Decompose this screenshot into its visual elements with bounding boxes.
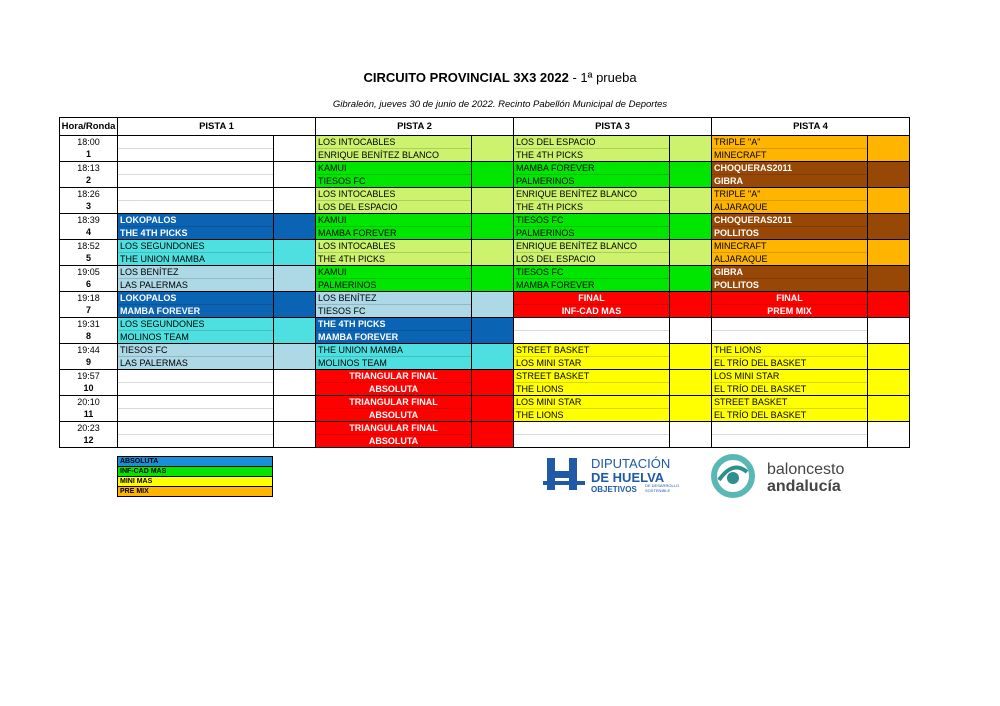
- team-home: LOS INTOCABLES: [318, 137, 396, 147]
- match-cell-pista-3: [514, 240, 670, 266]
- team-home: LOS MINI STAR: [516, 397, 582, 407]
- match-cell-pista-3: [514, 188, 670, 214]
- team-home: LOS SEGUNDONES: [120, 319, 205, 329]
- team-away: [118, 148, 273, 161]
- match-cell-pista-1: [118, 188, 274, 214]
- baloncesto-andalucia-logo: [711, 452, 871, 498]
- team-away: MAMBA FOREVER: [514, 278, 669, 291]
- column-header-pista-4: PISTA 4: [712, 118, 910, 136]
- round-number: 12: [83, 435, 94, 445]
- score-cell-pista-1: [274, 370, 316, 396]
- table-header-row: [60, 118, 910, 136]
- team-away: PREM MIX: [712, 304, 867, 317]
- score-cell-pista-3: [670, 136, 712, 162]
- team-home: [118, 370, 273, 382]
- team-home: CHOQUERAS2011: [714, 215, 793, 225]
- svg-text:DIPUTACIÓN: DIPUTACIÓN: [591, 456, 671, 471]
- team-away: ENRIQUE BENÍTEZ BLANCO: [316, 148, 471, 161]
- category-legend: [117, 456, 273, 497]
- match-cell-pista-2: [316, 214, 472, 240]
- score-cell-pista-2: [472, 214, 514, 240]
- score-cell-pista-1: [274, 136, 316, 162]
- table-row: [60, 162, 910, 188]
- match-cell-pista-1: [118, 318, 274, 344]
- team-away: TIESOS FC: [316, 304, 471, 317]
- round-number: 4: [85, 227, 91, 237]
- score-cell-pista-1: [274, 214, 316, 240]
- round-number: 11: [83, 409, 94, 419]
- match-cell-pista-4: [712, 240, 868, 266]
- table-row: [60, 214, 910, 240]
- match-cell-pista-4: [712, 344, 868, 370]
- team-home: [118, 396, 273, 408]
- time-label: 18:13: [77, 163, 100, 173]
- time-round-cell: [60, 292, 118, 318]
- column-header-pista-1: PISTA 1: [118, 118, 316, 136]
- column-header-hora: Hora/Ronda: [60, 118, 118, 136]
- team-home: TRIPLE "A": [714, 189, 761, 199]
- score-cell-pista-3: [670, 422, 712, 448]
- team-away: PALMERINOS: [514, 226, 669, 239]
- table-row: [60, 240, 910, 266]
- team-away: TIESOS FC: [316, 174, 471, 187]
- team-away: [514, 434, 669, 447]
- score-cell-pista-3: [670, 214, 712, 240]
- time-round-cell: [60, 318, 118, 344]
- score-cell-pista-3: [670, 162, 712, 188]
- round-number: 9: [85, 357, 91, 367]
- team-home: KAMUI: [318, 267, 347, 277]
- score-cell-pista-2: [472, 422, 514, 448]
- time-label: 19:05: [77, 267, 100, 277]
- team-home: [514, 318, 669, 330]
- team-home: LOS MINI STAR: [714, 371, 780, 381]
- team-away: LOS DEL ESPACIO: [514, 252, 669, 265]
- round-number: 1: [85, 149, 91, 159]
- time-label: 20:10: [77, 397, 100, 407]
- table-row: [60, 344, 910, 370]
- table-row: [60, 292, 910, 318]
- time-label: 18:39: [77, 215, 100, 225]
- match-cell-pista-3: [514, 292, 670, 318]
- team-home: CHOQUERAS2011: [714, 163, 793, 173]
- page-title: CIRCUITO PROVINCIAL 3X3 2022 - 1ª prueba: [363, 70, 637, 85]
- team-away: EL TRÍO DEL BASKET: [712, 356, 867, 369]
- team-away: [118, 174, 273, 187]
- score-cell-pista-2: [472, 188, 514, 214]
- table-row: [60, 136, 910, 162]
- score-cell-pista-1: [274, 344, 316, 370]
- time-round-cell: [60, 214, 118, 240]
- match-cell-pista-3: [514, 318, 670, 344]
- team-home: LOS BENÍTEZ: [120, 267, 179, 277]
- score-cell-pista-2: [472, 240, 514, 266]
- score-cell-pista-3: [670, 370, 712, 396]
- team-home: ENRIQUE BENÍTEZ BLANCO: [516, 189, 638, 199]
- team-home: MAMBA FOREVER: [516, 163, 595, 173]
- time-label: 19:57: [77, 371, 100, 381]
- team-home: TRIANGULAR FINAL: [349, 397, 438, 407]
- team-away: MAMBA FOREVER: [316, 330, 471, 343]
- score-cell-pista-4: [868, 136, 910, 162]
- team-home: [118, 136, 273, 148]
- score-cell-pista-2: [472, 162, 514, 188]
- score-cell-pista-2: [472, 396, 514, 422]
- score-cell-pista-3: [670, 292, 712, 318]
- page-subtitle: Gibraleón, jueves 30 de junio de 2022. Recinto Pabellón Municipal de Deportes: [332, 99, 668, 110]
- team-home: TRIANGULAR FINAL: [349, 423, 438, 433]
- time-round-cell: [60, 188, 118, 214]
- match-cell-pista-1: [118, 266, 274, 292]
- team-away: LAS PALERMAS: [118, 356, 273, 369]
- match-cell-pista-4: [712, 162, 868, 188]
- column-header-pista-2: PISTA 2: [316, 118, 514, 136]
- match-cell-pista-2: [316, 370, 472, 396]
- table-row: [60, 266, 910, 292]
- team-away: POLLITOS: [712, 278, 867, 291]
- time-round-cell: [60, 240, 118, 266]
- score-cell-pista-2: [472, 292, 514, 318]
- team-home: LOKOPALOS: [120, 293, 177, 303]
- score-cell-pista-1: [274, 422, 316, 448]
- team-home: ENRIQUE BENÍTEZ BLANCO: [516, 241, 638, 251]
- time-round-cell: [60, 344, 118, 370]
- svg-text:DE DESARROLLO: DE DESARROLLO: [645, 483, 680, 488]
- score-cell-pista-2: [472, 266, 514, 292]
- team-away: [712, 434, 867, 447]
- team-away: ABSOLUTA: [316, 434, 471, 447]
- score-cell-pista-3: [670, 188, 712, 214]
- score-cell-pista-1: [274, 240, 316, 266]
- match-cell-pista-4: [712, 422, 868, 448]
- match-cell-pista-4: [712, 292, 868, 318]
- score-cell-pista-4: [868, 266, 910, 292]
- team-away: MOLINOS TEAM: [316, 356, 471, 369]
- schedule-table: [59, 117, 910, 448]
- time-round-cell: [60, 396, 118, 422]
- svg-text:OBJETIVOS: OBJETIVOS: [591, 485, 637, 494]
- team-home: LOS INTOCABLES: [318, 189, 396, 199]
- match-cell-pista-4: [712, 136, 868, 162]
- team-away: [118, 382, 273, 395]
- match-cell-pista-4: [712, 188, 868, 214]
- score-cell-pista-4: [868, 422, 910, 448]
- team-home: LOS SEGUNDONES: [120, 241, 205, 251]
- match-cell-pista-1: [118, 214, 274, 240]
- score-cell-pista-2: [472, 344, 514, 370]
- team-home: TIESOS FC: [516, 215, 564, 225]
- round-number: 10: [83, 383, 94, 393]
- match-cell-pista-4: [712, 396, 868, 422]
- legend-item-mini: MINI MAS: [118, 477, 273, 487]
- match-cell-pista-1: [118, 344, 274, 370]
- table-row: [60, 318, 910, 344]
- team-home: TIESOS FC: [120, 345, 168, 355]
- match-cell-pista-2: [316, 266, 472, 292]
- score-cell-pista-4: [868, 188, 910, 214]
- score-cell-pista-4: [868, 396, 910, 422]
- time-round-cell: [60, 370, 118, 396]
- team-away: THE LIONS: [514, 408, 669, 421]
- time-round-cell: [60, 422, 118, 448]
- table-row: [60, 370, 910, 396]
- team-away: ABSOLUTA: [316, 408, 471, 421]
- time-round-cell: [60, 162, 118, 188]
- team-away: PALMERINOS: [514, 174, 669, 187]
- match-cell-pista-3: [514, 136, 670, 162]
- team-home: [514, 422, 669, 434]
- team-away: [118, 200, 273, 213]
- team-away: LOS MINI STAR: [514, 356, 669, 369]
- score-cell-pista-3: [670, 240, 712, 266]
- score-cell-pista-3: [670, 266, 712, 292]
- score-cell-pista-1: [274, 162, 316, 188]
- match-cell-pista-3: [514, 422, 670, 448]
- score-cell-pista-4: [868, 370, 910, 396]
- svg-text:baloncesto: baloncesto: [767, 461, 845, 478]
- time-label: 18:26: [77, 189, 100, 199]
- team-away: THE 4TH PICKS: [514, 148, 669, 161]
- team-home: LOS BENÍTEZ: [318, 293, 377, 303]
- time-label: 18:00: [77, 137, 100, 147]
- team-home: STREET BASKET: [516, 345, 590, 355]
- team-away: ALJARAQUE: [712, 252, 867, 265]
- team-away: LOS DEL ESPACIO: [316, 200, 471, 213]
- match-cell-pista-2: [316, 292, 472, 318]
- match-cell-pista-3: [514, 396, 670, 422]
- round-number: 8: [85, 331, 91, 341]
- team-away: INF-CAD MAS: [514, 304, 669, 317]
- match-cell-pista-4: [712, 318, 868, 344]
- team-away: LAS PALERMAS: [118, 278, 273, 291]
- team-home: TRIPLE "A": [714, 137, 761, 147]
- team-home: FINAL: [776, 293, 803, 303]
- team-away: THE LIONS: [514, 382, 669, 395]
- score-cell-pista-4: [868, 318, 910, 344]
- match-cell-pista-2: [316, 396, 472, 422]
- team-home: MINECRAFT: [714, 241, 767, 251]
- team-away: ALJARAQUE: [712, 200, 867, 213]
- time-round-cell: [60, 136, 118, 162]
- score-cell-pista-1: [274, 318, 316, 344]
- match-cell-pista-3: [514, 344, 670, 370]
- team-home: LOKOPALOS: [120, 215, 177, 225]
- team-away: THE UNION MAMBA: [118, 252, 273, 265]
- team-home: [118, 422, 273, 434]
- team-away: MAMBA FOREVER: [118, 304, 273, 317]
- legend-item-absoluta: ABSOLUTA: [118, 457, 273, 467]
- match-cell-pista-4: [712, 214, 868, 240]
- team-away: [118, 434, 273, 447]
- score-cell-pista-2: [472, 370, 514, 396]
- team-home: [118, 188, 273, 200]
- match-cell-pista-3: [514, 214, 670, 240]
- team-away: [514, 330, 669, 343]
- team-home: STREET BASKET: [714, 397, 788, 407]
- score-cell-pista-1: [274, 266, 316, 292]
- team-home: [712, 318, 867, 330]
- match-cell-pista-1: [118, 162, 274, 188]
- table-row: [60, 188, 910, 214]
- legend-item-pre-mix: PRE MIX: [118, 487, 273, 497]
- team-away: PALMERINOS: [316, 278, 471, 291]
- team-home: TRIANGULAR FINAL: [349, 371, 438, 381]
- match-cell-pista-1: [118, 396, 274, 422]
- score-cell-pista-2: [472, 318, 514, 344]
- time-label: 19:44: [77, 345, 100, 355]
- time-label: 18:52: [77, 241, 100, 251]
- round-number: 7: [85, 305, 91, 315]
- match-cell-pista-3: [514, 162, 670, 188]
- score-cell-pista-2: [472, 136, 514, 162]
- score-cell-pista-1: [274, 188, 316, 214]
- team-home: KAMUI: [318, 215, 347, 225]
- team-away: MAMBA FOREVER: [316, 226, 471, 239]
- team-home: LOS INTOCABLES: [318, 241, 396, 251]
- team-home: LOS DEL ESPACIO: [516, 137, 596, 147]
- table-row: [60, 396, 910, 422]
- time-label: 19:31: [77, 319, 100, 329]
- score-cell-pista-1: [274, 292, 316, 318]
- score-cell-pista-3: [670, 344, 712, 370]
- team-away: POLLITOS: [712, 226, 867, 239]
- legend-item-inf-cad: INF-CAD MAS: [118, 467, 273, 477]
- match-cell-pista-2: [316, 344, 472, 370]
- team-away: THE 4TH PICKS: [118, 226, 273, 239]
- match-cell-pista-1: [118, 370, 274, 396]
- team-home: GIBRA: [714, 267, 743, 277]
- team-home: KAMUI: [318, 163, 347, 173]
- round-number: 3: [85, 201, 91, 211]
- team-away: GIBRA: [712, 174, 867, 187]
- round-number: 5: [85, 253, 91, 263]
- score-cell-pista-4: [868, 344, 910, 370]
- team-home: [118, 162, 273, 174]
- time-label: 19:18: [77, 293, 100, 303]
- score-cell-pista-3: [670, 318, 712, 344]
- column-header-pista-3: PISTA 3: [514, 118, 712, 136]
- score-cell-pista-1: [274, 396, 316, 422]
- svg-text:DE HUELVA: DE HUELVA: [591, 470, 665, 485]
- round-number: 2: [85, 175, 91, 185]
- team-home: THE 4TH PICKS: [318, 319, 386, 329]
- time-label: 20:23: [77, 423, 100, 433]
- score-cell-pista-4: [868, 240, 910, 266]
- match-cell-pista-2: [316, 318, 472, 344]
- team-away: [118, 408, 273, 421]
- match-cell-pista-1: [118, 292, 274, 318]
- match-cell-pista-2: [316, 422, 472, 448]
- match-cell-pista-4: [712, 266, 868, 292]
- team-away: EL TRÍO DEL BASKET: [712, 382, 867, 395]
- match-cell-pista-1: [118, 422, 274, 448]
- score-cell-pista-4: [868, 162, 910, 188]
- round-number: 6: [85, 279, 91, 289]
- team-away: [712, 330, 867, 343]
- team-home: [712, 422, 867, 434]
- match-cell-pista-3: [514, 266, 670, 292]
- team-home: FINAL: [578, 293, 605, 303]
- match-cell-pista-1: [118, 240, 274, 266]
- team-away: MINECRAFT: [712, 148, 867, 161]
- diputacion-huelva-logo: [543, 452, 693, 498]
- svg-text:SOSTENIBLE: SOSTENIBLE: [645, 488, 671, 493]
- team-away: EL TRÍO DEL BASKET: [712, 408, 867, 421]
- score-cell-pista-4: [868, 292, 910, 318]
- match-cell-pista-2: [316, 240, 472, 266]
- team-away: THE 4TH PICKS: [514, 200, 669, 213]
- team-away: ABSOLUTA: [316, 382, 471, 395]
- team-home: THE UNION MAMBA: [318, 345, 404, 355]
- team-away: THE 4TH PICKS: [316, 252, 471, 265]
- match-cell-pista-2: [316, 162, 472, 188]
- table-row: [60, 422, 910, 448]
- time-round-cell: [60, 266, 118, 292]
- score-cell-pista-4: [868, 214, 910, 240]
- match-cell-pista-1: [118, 136, 274, 162]
- team-home: THE LIONS: [714, 345, 762, 355]
- match-cell-pista-2: [316, 188, 472, 214]
- team-home: STREET BASKET: [516, 371, 590, 381]
- match-cell-pista-4: [712, 370, 868, 396]
- team-home: TIESOS FC: [516, 267, 564, 277]
- team-away: MOLINOS TEAM: [118, 330, 273, 343]
- match-cell-pista-3: [514, 370, 670, 396]
- score-cell-pista-3: [670, 396, 712, 422]
- svg-text:andalucía: andalucía: [767, 478, 841, 495]
- match-cell-pista-2: [316, 136, 472, 162]
